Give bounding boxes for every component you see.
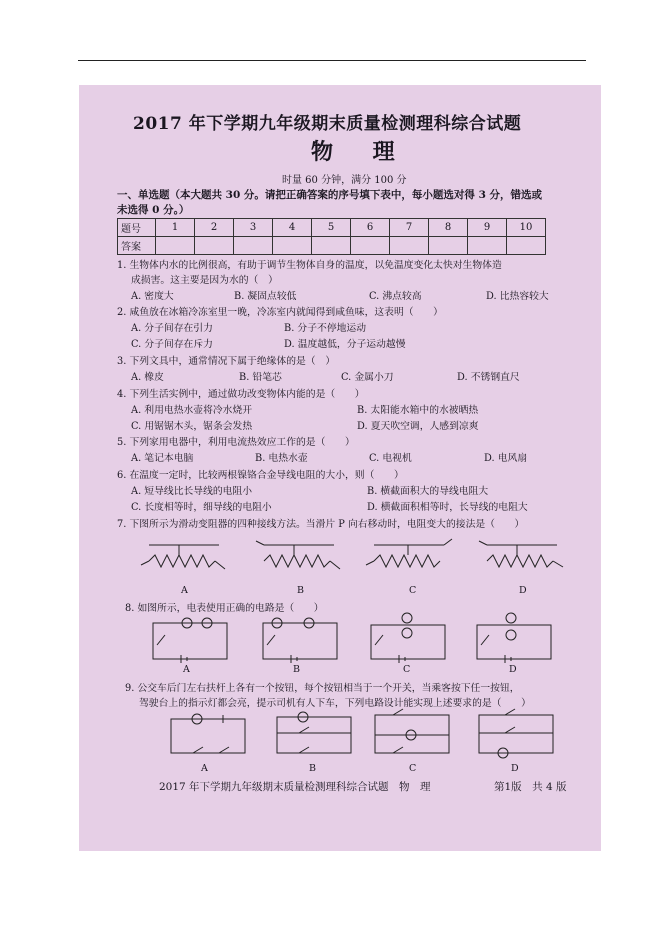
answer-table-answer-row <box>118 237 546 255</box>
top-rule <box>78 60 586 61</box>
answer-cell[interactable] <box>156 237 195 255</box>
question-7-stem: 7. 下图所示为滑动变阻器的四种接线方法。当滑片 P 向右移动时，电阻变大的接法是（ ） <box>117 519 525 530</box>
question-5-option-b[interactable]: B. 电热水壶 <box>255 453 308 464</box>
circuit-diagram-9d <box>477 709 557 757</box>
question-1-option-b[interactable]: B. 凝固点较低 <box>234 291 297 302</box>
question-7-label-d[interactable]: D <box>519 585 527 596</box>
question-3-option-b[interactable]: B. 铅笔芯 <box>239 372 282 383</box>
question-1-stem-line1: 1. 生物体内水的比例很高，有助于调节生物体自身的温度，以免温度变化太快对生物体造 <box>117 260 502 271</box>
question-2-option-a[interactable]: A. 分子间存在引力 <box>131 323 213 334</box>
subject-title: 物 理 <box>311 139 411 165</box>
question-8-label-c[interactable]: C <box>403 664 411 675</box>
question-6-option-b[interactable]: B. 横截面积大的导线电阻大 <box>367 486 489 497</box>
answer-table-number: 1 <box>156 219 195 237</box>
question-4-option-a[interactable]: A. 利用电热水壶将冷水烧开 <box>131 405 253 416</box>
question-9-label-c[interactable]: C <box>409 763 417 774</box>
exam-title: 2017 年下学期九年级期末质量检测理科综合试题 <box>133 114 522 134</box>
question-6-option-c[interactable]: C. 长度相等时，细导线的电阻小 <box>131 502 272 513</box>
question-5-stem: 5. 下列家用电器中，利用电流热效应工作的是（ ） <box>117 437 355 448</box>
question-5-option-d[interactable]: D. 电风扇 <box>484 453 528 464</box>
question-2-stem: 2. 咸鱼放在冰箱冷冻室里一晚，冷冻室内就闻得到咸鱼味，这表明（ ） <box>117 307 443 318</box>
answer-table-number: 4 <box>273 219 312 237</box>
answer-table-number: 5 <box>312 219 351 237</box>
question-1-option-d[interactable]: D. 比热容较大 <box>486 291 549 302</box>
answer-cell[interactable] <box>507 237 546 255</box>
question-6-option-d[interactable]: D. 横截面积相等时，长导线的电阻大 <box>367 502 528 513</box>
question-8-label-d[interactable]: D <box>509 664 517 675</box>
circuit-diagram-9c <box>373 709 453 757</box>
answer-cell[interactable] <box>351 237 390 255</box>
question-2-option-c[interactable]: C. 分子间存在斥力 <box>131 339 213 350</box>
question-8-label-b[interactable]: B <box>293 664 300 675</box>
question-7-label-b[interactable]: B <box>297 585 304 596</box>
answer-table-number: 7 <box>390 219 429 237</box>
time-info: 时量 60 分钟，满分 100 分 <box>282 175 407 186</box>
rheostat-diagram-c <box>364 537 454 577</box>
question-9-label-a[interactable]: A <box>201 763 208 774</box>
circuit-diagram-9b <box>275 711 355 757</box>
answer-cell[interactable] <box>468 237 507 255</box>
question-4-stem: 4. 下列生活实例中，通过做功改变物体内能的是（ ） <box>117 389 365 400</box>
question-4-option-c[interactable]: C. 用锯锯木头，锯条会发热 <box>131 421 253 432</box>
answer-table-number: 2 <box>195 219 234 237</box>
question-3-option-a[interactable]: A. 橡皮 <box>131 372 164 383</box>
rheostat-diagram-b <box>254 537 344 577</box>
question-2-option-d[interactable]: D. 温度越低，分子运动越慢 <box>284 339 406 350</box>
question-9-stem-line1: 9. 公交车后门左右扶杆上各有一个按钮，每个按钮相当于一个开关，当乘客按下任一按钮， <box>125 683 520 694</box>
answer-cell[interactable] <box>273 237 312 255</box>
answer-cell[interactable] <box>429 237 468 255</box>
question-7-label-c[interactable]: C <box>409 585 417 596</box>
question-4-option-d[interactable]: D. 夏天吹空调，人感到凉爽 <box>357 421 479 432</box>
question-7-label-a[interactable]: A <box>181 585 188 596</box>
question-2-option-b[interactable]: B. 分子不停地运动 <box>284 323 367 334</box>
answer-table-number: 8 <box>429 219 468 237</box>
answer-table-number: 3 <box>234 219 273 237</box>
circuit-diagram-8c <box>369 613 449 663</box>
answer-cell[interactable] <box>312 237 351 255</box>
answer-table-number: 6 <box>351 219 390 237</box>
circuit-diagram-9a <box>169 713 249 757</box>
exam-sheet <box>79 85 601 851</box>
page-footer-title: 2017 年下学期九年级期末质量检测理科综合试题 物 理 <box>159 781 431 793</box>
circuit-diagram-8b <box>261 615 341 663</box>
question-9-stem-line2: 驾驶台上的指示灯都会亮，提示司机有人下车，下列电路设计能实现上述要求的是（ ） <box>139 698 531 709</box>
question-8-label-a[interactable]: A <box>183 664 190 675</box>
question-5-option-c[interactable]: C. 电视机 <box>369 453 412 464</box>
answer-cell[interactable] <box>390 237 429 255</box>
answer-table-number: 9 <box>468 219 507 237</box>
question-6-option-a[interactable]: A. 短导线比长导线的电阻小 <box>131 486 253 497</box>
answer-table-row-label: 答案 <box>118 237 156 255</box>
question-1-stem-line2: 成损害。这主要是因为水的（ ） <box>131 275 278 286</box>
circuit-diagram-8a <box>151 615 231 663</box>
answer-table-row-label: 题号 <box>118 219 156 237</box>
question-6-stem: 6. 在温度一定时，比较两根镍铬合金导线电阻的大小，则（ ） <box>117 470 404 481</box>
question-9-label-d[interactable]: D <box>511 763 519 774</box>
question-5-option-a[interactable]: A. 笔记本电脑 <box>131 453 194 464</box>
question-9-label-b[interactable]: B <box>309 763 316 774</box>
question-3-option-d[interactable]: D. 不锈钢直尺 <box>457 372 520 383</box>
page-footer-page-number: 第1版 共 4 版 <box>494 781 567 793</box>
section-instructions-line2: 未选得 0 分。） <box>117 204 190 216</box>
answer-cell[interactable] <box>195 237 234 255</box>
question-1-option-c[interactable]: C. 沸点较高 <box>369 291 422 302</box>
question-3-stem: 3. 下列文具中，通常情况下属于绝缘体的是（ ） <box>117 356 336 367</box>
circuit-diagram-8d <box>475 613 555 663</box>
question-8-stem: 8. 如图所示，电表使用正确的电路是（ ） <box>125 603 324 614</box>
question-3-option-c[interactable]: C. 金属小刀 <box>341 372 394 383</box>
answer-table-number: 10 <box>507 219 546 237</box>
answer-table-number-row <box>118 219 546 237</box>
answer-cell[interactable] <box>234 237 273 255</box>
question-4-option-b[interactable]: B. 太阳能水箱中的水被晒热 <box>357 405 479 416</box>
section-instructions-line1: 一、单选题（本大题共 30 分。请把正确答案的序号填下表中，每小题选对得 3 分，错选或 <box>117 189 543 201</box>
rheostat-diagram-d <box>477 537 567 577</box>
rheostat-diagram-a <box>139 537 229 577</box>
question-1-option-a[interactable]: A. 密度大 <box>131 291 174 302</box>
answer-table <box>117 218 546 255</box>
